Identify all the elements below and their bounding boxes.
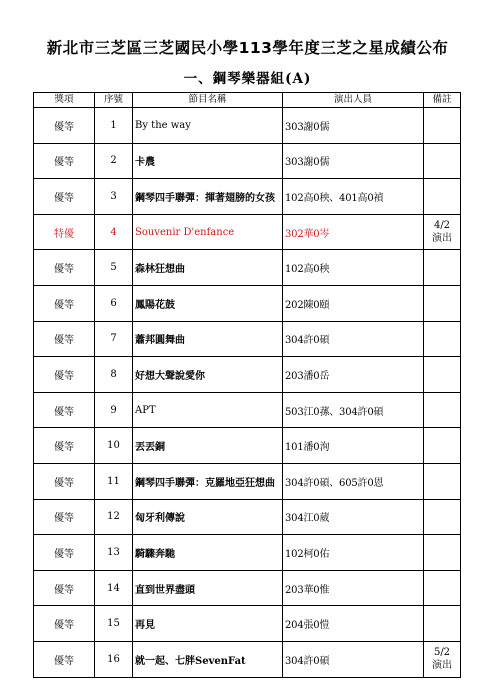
program-title-cell: 騎驟奔馳	[133, 535, 283, 571]
program-title-cell: Souvenir D'enfance	[133, 214, 283, 250]
note-cell	[424, 499, 461, 535]
performers-cell: 302華0岑	[283, 214, 424, 250]
grade-cell: 優等	[34, 108, 95, 144]
performers-cell: 102高0秧	[283, 250, 424, 286]
number-cell: 16	[95, 641, 133, 677]
note-cell: 4/2 演出	[424, 214, 461, 250]
note-cell	[424, 143, 461, 179]
note-cell	[424, 570, 461, 606]
table-row	[34, 606, 461, 642]
number-cell: 12	[95, 499, 133, 535]
grade-cell: 優等	[34, 535, 95, 571]
note-cell	[424, 321, 461, 357]
number-cell: 11	[95, 463, 133, 499]
table-row	[34, 179, 461, 215]
header-performers: 演出人員	[283, 93, 424, 108]
note-cell	[424, 250, 461, 286]
number-cell: 14	[95, 570, 133, 606]
table-header-row	[34, 93, 461, 108]
grade-cell: 優等	[34, 143, 95, 179]
table-row	[34, 570, 461, 606]
performers-cell: 503江0蓀、304許0碩	[283, 392, 424, 428]
note-cell	[424, 357, 461, 393]
table-row	[34, 357, 461, 393]
number-cell: 8	[95, 357, 133, 393]
program-title-cell: 就一起、七胖SevenFat	[133, 641, 283, 677]
grade-cell: 優等	[34, 321, 95, 357]
grade-cell: 特優	[34, 214, 95, 250]
number-cell: 6	[95, 285, 133, 321]
header-grade: 獎項	[34, 93, 95, 108]
number-cell: 1	[95, 108, 133, 144]
note-cell: 5/2 演出	[424, 641, 461, 677]
note-cell	[424, 606, 461, 642]
table-row	[34, 392, 461, 428]
program-title-cell: 鋼琴四手聯彈：克羅地亞狂想曲	[133, 463, 283, 499]
performers-cell: 304江0葳	[283, 499, 424, 535]
grade-cell: 優等	[34, 499, 95, 535]
program-title-cell: By the way	[133, 108, 283, 144]
performers-cell: 102柯0佑	[283, 535, 424, 571]
program-title-cell: 森林狂想曲	[133, 250, 283, 286]
table-row	[34, 250, 461, 286]
table-row	[34, 143, 461, 179]
note-cell	[424, 428, 461, 464]
table-row	[34, 108, 461, 144]
number-cell: 4	[95, 214, 133, 250]
header-program-title: 節目名稱	[133, 93, 283, 108]
header-number: 序號	[95, 93, 133, 108]
program-title-cell: APT	[133, 392, 283, 428]
results-table	[33, 92, 461, 678]
number-cell: 13	[95, 535, 133, 571]
grade-cell: 優等	[34, 285, 95, 321]
number-cell: 2	[95, 143, 133, 179]
table-row	[34, 321, 461, 357]
grade-cell: 優等	[34, 641, 95, 677]
program-title-cell: 卡農	[133, 143, 283, 179]
number-cell: 7	[95, 321, 133, 357]
table-body	[34, 108, 461, 678]
grade-cell: 優等	[34, 606, 95, 642]
section-subtitle: 一、鋼琴樂器組(A)	[183, 71, 312, 87]
program-title-cell: 直到世界盡頭	[133, 570, 283, 606]
table-row	[34, 641, 461, 677]
page-title: 新北市三芝區三芝國民小學113學年度三芝之星成績公布	[46, 39, 449, 57]
program-title-cell: 再見	[133, 606, 283, 642]
grade-cell: 優等	[34, 250, 95, 286]
table-row	[34, 463, 461, 499]
performers-cell: 304許0碩	[283, 321, 424, 357]
performers-cell: 304許0碩	[283, 641, 424, 677]
program-title-cell: 鳳陽花鼓	[133, 285, 283, 321]
number-cell: 5	[95, 250, 133, 286]
table-row	[34, 428, 461, 464]
program-title-cell: 蕭邦圓舞曲	[133, 321, 283, 357]
performers-cell: 303謝0儒	[283, 143, 424, 179]
grade-cell: 優等	[34, 570, 95, 606]
program-title-cell: 匈牙利傳說	[133, 499, 283, 535]
number-cell: 3	[95, 179, 133, 215]
grade-cell: 優等	[34, 463, 95, 499]
program-title-cell: 丟丟銅	[133, 428, 283, 464]
performers-cell: 203潘0岳	[283, 357, 424, 393]
performers-cell: 202陳0頤	[283, 285, 424, 321]
grade-cell: 優等	[34, 392, 95, 428]
table-row	[34, 285, 461, 321]
note-cell	[424, 463, 461, 499]
note-cell	[424, 108, 461, 144]
grade-cell: 優等	[34, 357, 95, 393]
performers-cell: 101潘0洵	[283, 428, 424, 464]
grade-cell: 優等	[34, 428, 95, 464]
program-title-cell: 鋼琴四手聯彈：揮著翅膀的女孩	[133, 179, 283, 215]
performers-cell: 203華0惟	[283, 570, 424, 606]
number-cell: 10	[95, 428, 133, 464]
table-row	[34, 214, 461, 250]
number-cell: 15	[95, 606, 133, 642]
table-row	[34, 499, 461, 535]
table-row	[34, 535, 461, 571]
performers-cell: 304許0碩、605許0恩	[283, 463, 424, 499]
performers-cell: 102高0秧、401高0禎	[283, 179, 424, 215]
note-cell	[424, 392, 461, 428]
performers-cell: 303謝0儒	[283, 108, 424, 144]
grade-cell: 優等	[34, 179, 95, 215]
note-cell	[424, 285, 461, 321]
note-cell	[424, 179, 461, 215]
program-title-cell: 好想大聲說愛你	[133, 357, 283, 393]
header-note: 備註	[424, 93, 461, 108]
number-cell: 9	[95, 392, 133, 428]
note-cell	[424, 535, 461, 571]
performers-cell: 204張0愷	[283, 606, 424, 642]
